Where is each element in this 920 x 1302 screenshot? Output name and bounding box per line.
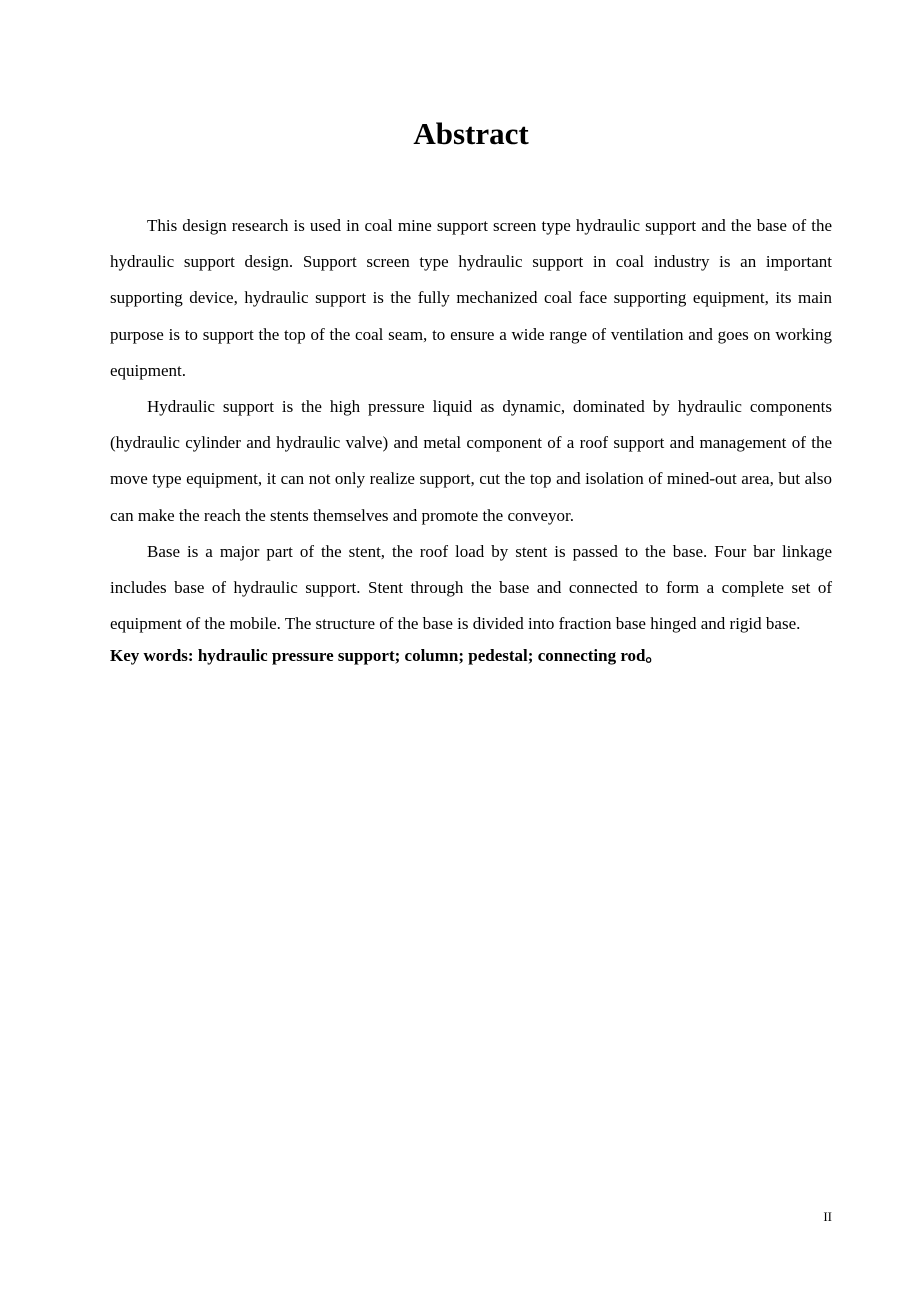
abstract-paragraph-3: Base is a major part of the stent, the roof load by stent is passed to the base. Four bar linkage includes base of hydraulic support. Stent through the base and connected to form a complete set of equipment of the mobile. The structure of the base is divided into fraction base hinged and rigid base.: [110, 541, 832, 634]
keywords-line: Key words: hydraulic pressure support; column; pedestal; connecting rod。: [110, 646, 663, 666]
page-title: Abstract: [413, 116, 529, 151]
abstract-body: [110, 208, 832, 668]
page-number: II: [823, 1209, 832, 1224]
abstract-paragraph-1: This design research is used in coal mine support screen type hydraulic support and the base of the hydraulic support design. Support screen type hydraulic support in coal industry is an important supporting device, hydraulic support is the fully mechanized coal face supporting equipment, its main purpose is to support the top of the coal seam, to ensure a wide range of ventilation and goes on working equipment.: [110, 216, 832, 380]
abstract-paragraph-2: Hydraulic support is the high pressure liquid as dynamic, dominated by hydraulic components (hydraulic cylinder and hydraulic valve) and metal component of a roof support and management of the move type equipment, it can not only realize support, cut the top and isolation of mined-out area, but also can make the reach the stents themselves and promote the conveyor.: [110, 397, 832, 525]
